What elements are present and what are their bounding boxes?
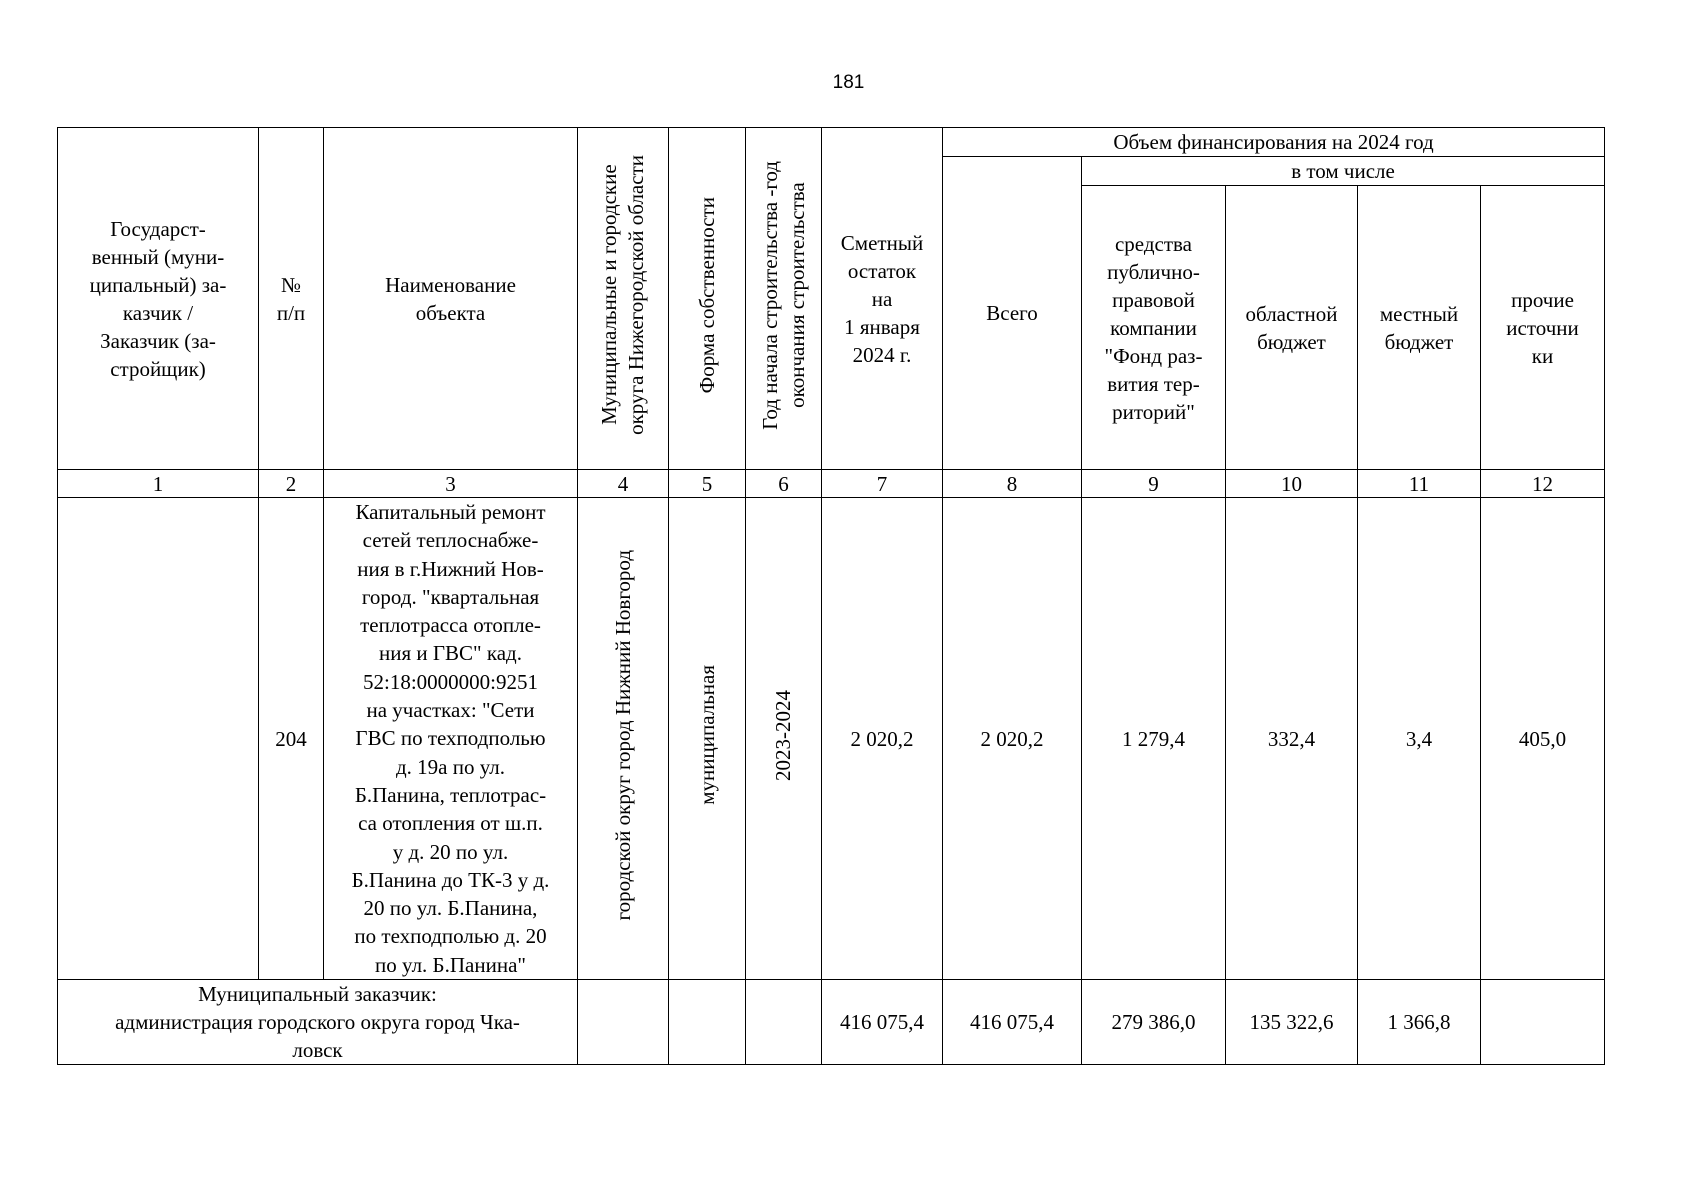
header-estimated-balance: Сметный остаток на 1 января 2024 г. [822, 128, 943, 470]
column-number: 6 [746, 470, 822, 498]
column-number: 7 [822, 470, 943, 498]
column-number: 3 [324, 470, 578, 498]
row-customer [58, 498, 259, 980]
summary-row [58, 980, 1605, 1065]
header-no: № п/п [259, 128, 324, 470]
row-no: 204 [259, 498, 324, 980]
table-row [58, 498, 1605, 980]
header-object-name: Наименование объекта [324, 128, 578, 470]
row-object-name: Капитальный ремонт сетей теплоснабже- ния в г.Нижний Нов- город. "квартальная теплотрасса отопле- ния и ГВС" кад. 52:18:0000000:9251 на участках: "Сети ГВС по техподполью д. 19а по ул. Б.Панина, теплотрас- са отопления от ш.п. у д. 20 по ул. Б.Панина до ТК-3 у д. 20 по ул. Б.Панина, по техподполью д. 20 по ул. Б.Панина" [324, 498, 578, 980]
column-number: 4 [578, 470, 669, 498]
header-funding-volume: Объем финансирования на 2024 год [943, 128, 1605, 157]
row-local-budget: 3,4 [1358, 498, 1481, 980]
row-municipality: городской округ город Нижний Новгород [578, 498, 669, 980]
column-number: 9 [1082, 470, 1226, 498]
row-fund-company: 1 279,4 [1082, 498, 1226, 980]
summary-estimated-balance: 416 075,4 [822, 980, 943, 1065]
column-number: 12 [1481, 470, 1605, 498]
header-local-budget: местный бюджет [1358, 186, 1481, 470]
summary-label: Муниципальный заказчик: администрация городского округа город Чка- ловск [58, 980, 578, 1065]
header-total: Всего [943, 157, 1082, 470]
row-estimated-balance: 2 020,2 [822, 498, 943, 980]
column-number: 8 [943, 470, 1082, 498]
column-number: 2 [259, 470, 324, 498]
summary-regional-budget: 135 322,6 [1226, 980, 1358, 1065]
summary-total: 416 075,4 [943, 980, 1082, 1065]
summary-empty [669, 980, 746, 1065]
header-years: Год начала строительства -год окончания строительства [746, 128, 822, 470]
summary-empty [746, 980, 822, 1065]
column-number: 1 [58, 470, 259, 498]
row-other-sources: 405,0 [1481, 498, 1605, 980]
header-fund-company: средства публично- правовой компании "Фонд раз- вития тер- риторий" [1082, 186, 1226, 470]
header-municipality: Муниципальные и городские округа Нижегородской области [578, 128, 669, 470]
row-regional-budget: 332,4 [1226, 498, 1358, 980]
summary-fund-company: 279 386,0 [1082, 980, 1226, 1065]
page-number: 181 [832, 72, 865, 93]
column-number-row [58, 470, 1605, 498]
header-other-sources: прочие источни ки [1481, 186, 1605, 470]
financing-table [57, 127, 1605, 1065]
column-number: 10 [1226, 470, 1358, 498]
summary-empty [578, 980, 669, 1065]
header-ownership: Форма собственности [669, 128, 746, 470]
header-including: в том числе [1082, 157, 1605, 186]
header-row-1 [58, 128, 1605, 157]
summary-local-budget: 1 366,8 [1358, 980, 1481, 1065]
header-regional-budget: областной бюджет [1226, 186, 1358, 470]
column-number: 5 [669, 470, 746, 498]
row-years: 2023-2024 [746, 498, 822, 980]
summary-other-sources [1481, 980, 1605, 1065]
column-number: 11 [1358, 470, 1481, 498]
row-total: 2 020,2 [943, 498, 1082, 980]
row-ownership: муниципальная [669, 498, 746, 980]
header-customer: Государст- венный (муни- ципальный) за- казчик / Заказчик (за- стройщик) [58, 128, 259, 470]
